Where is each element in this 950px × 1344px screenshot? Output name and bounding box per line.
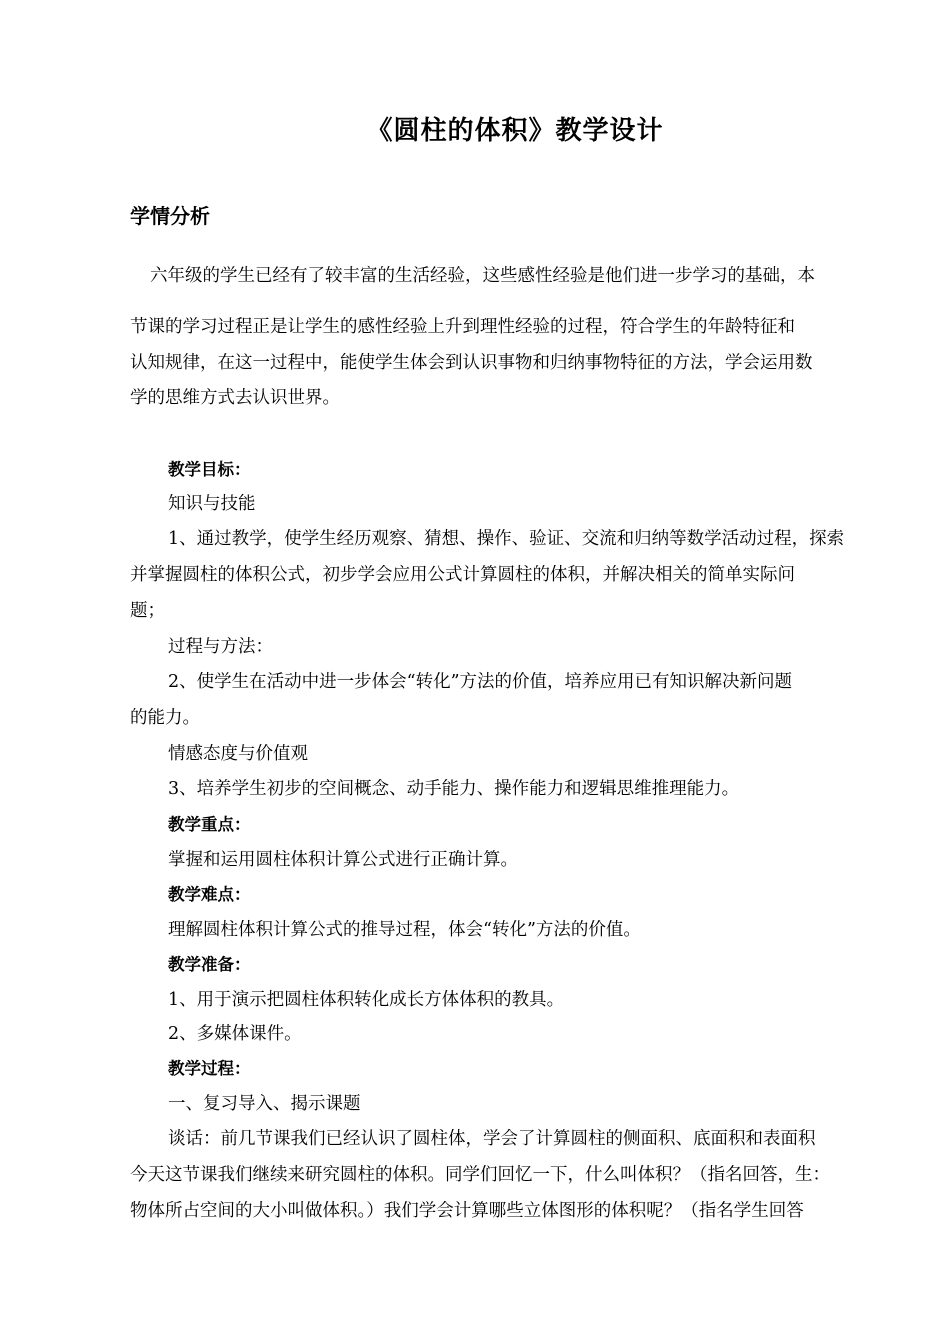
- difficulty-heading: 教学难点：: [168, 885, 251, 904]
- preparation-item-1: 1、用于演示把圆柱体积转化成长方体体积的教具。: [168, 990, 565, 1010]
- goal-item-2: 2、使学生在活动中进一步体会“转化”方法的价值，培养应用已有知识解决新问题: [168, 672, 793, 692]
- difficulty-text: 理解圆柱体积计算公式的推导过程，体会“转化”方法的价值。: [168, 920, 641, 940]
- goal-item-3: 3、培养学生初步的空间概念、动手能力、操作能力和逻辑思维推理能力。: [168, 779, 740, 799]
- goal-item-1: 1、通过教学，使学生经历观察、猜想、操作、验证、交流和归纳等数学活动过程，探索: [168, 529, 845, 549]
- section-heading-analysis: 学情分析: [130, 204, 210, 228]
- talk-line: 谈话：前几节课我们已经认识了圆柱体，学会了计算圆柱的侧面积、底面积和表面积: [168, 1129, 816, 1149]
- goal-item-1-cont: 题；: [130, 601, 165, 621]
- analysis-line: 学的思维方式去认识世界。: [130, 388, 340, 408]
- document-title: 《圆柱的体积》教学设计: [366, 116, 664, 146]
- goal-item-2-cont: 的能力。: [130, 708, 200, 728]
- knowledge-label: 知识与技能: [168, 494, 256, 514]
- goals-heading: 教学目标：: [168, 460, 251, 479]
- analysis-line: 六年级的学生已经有了较丰富的生活经验，这些感性经验是他们进一步学习的基础，本: [150, 266, 815, 286]
- process-step-1: 一、复习导入、揭示课题: [168, 1094, 361, 1114]
- preparation-heading: 教学准备：: [168, 955, 251, 974]
- analysis-line: 节课的学习过程正是让学生的感性经验上升到理性经验的过程，符合学生的年龄特征和: [130, 317, 795, 337]
- process-heading: 教学过程：: [168, 1059, 251, 1078]
- emotion-label: 情感态度与价值观: [168, 744, 308, 764]
- goal-item-1-cont: 并掌握圆柱的体积公式，初步学会应用公式计算圆柱的体积，并解决相关的简单实际问: [130, 565, 795, 585]
- talk-line: 今天这节课我们继续来研究圆柱的体积。同学们回忆一下，什么叫体积？（指名回答，生：: [130, 1165, 830, 1185]
- preparation-item-2: 2、多媒体课件。: [168, 1024, 302, 1044]
- process-label: 过程与方法：: [168, 637, 273, 657]
- key-point-text: 掌握和运用圆柱体积计算公式进行正确计算。: [168, 850, 518, 870]
- key-point-heading: 教学重点：: [168, 815, 251, 834]
- analysis-line: 认知规律，在这一过程中，能使学生体会到认识事物和归纳事物特征的方法，学会运用数: [130, 353, 813, 373]
- talk-line: 物体所占空间的大小叫做体积。）我们学会计算哪些立体图形的体积呢？（指名学生回答: [130, 1201, 804, 1221]
